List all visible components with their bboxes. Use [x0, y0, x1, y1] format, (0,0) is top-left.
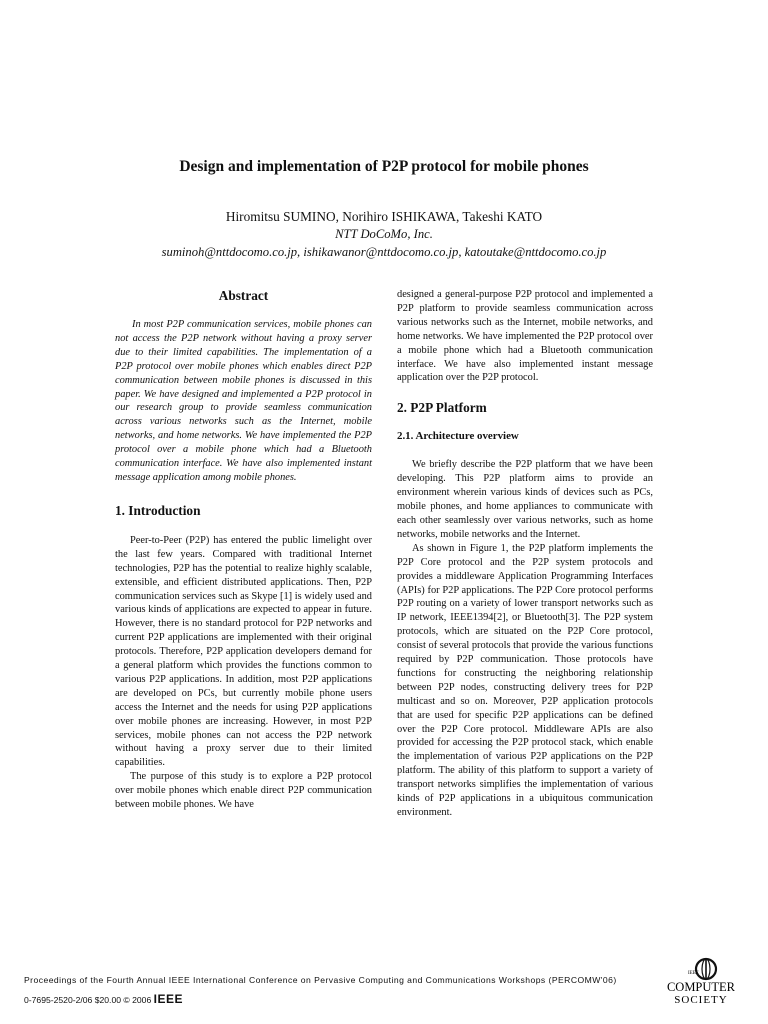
isbn-text: 0-7695-2520-2/06 $20.00 © 2006 [24, 995, 152, 1005]
introduction-paragraph-2: The purpose of this study is to explore a P2P protocol over mobile phones which enable direct P2P communication between mobile phones. We have [115, 771, 372, 811]
right-column [397, 288, 653, 820]
paper-affiliation: NTT DoCoMo, Inc. [335, 227, 433, 241]
introduction-paragraph-2-continued: designed a general-purpose P2P protocol and implemented a P2P platform to provide seamless communication across various networks such as the Internet, mobile networks, and home networks. We have implemented the P2P protocol over a mobile phone which had a Bluetooth communication interface. We have also implemented instant message application over the P2P protocol. [397, 289, 653, 384]
paper-emails: suminoh@nttdocomo.co.jp, ishikawanor@nttdocomo.co.jp, katoutake@nttdocomo.co.jp [161, 245, 607, 259]
introduction-paragraph-1: Peer-to-Peer (P2P) has entered the public limelight over the last few years. Compared with traditional Internet technologies, P2P has the potential to realize highly scalable, extensible, and efficient distributed applications. Then, P2P communication services such as Skype [1] is widely used and various kinds of applications are expected to appear in future. However, there is no standard protocol for P2P networks and current P2P applications are implemented with their original protocols. Therefore, P2P application developers demand for a general platform which provides the functions common to various P2P applications. In addition, most P2P applications are developed on PCs, but currently mobile phone users access the Internet and the needs for using P2P applications over mobile phones are increasing. However, in most P2P services, mobile phones can not access the P2P network without having a proxy server due to their limited capabilities. [115, 534, 372, 769]
subsection-2-1-heading: 2.1. Architecture overview [397, 430, 519, 443]
logo-ieee-text: IEEE [688, 971, 699, 976]
left-column [115, 288, 372, 812]
ieee-wordmark: IEEE [153, 992, 183, 1006]
introduction-heading: 1. Introduction [115, 502, 201, 518]
architecture-paragraph-1: We briefly describe the P2P platform that we have been developing. This P2P platform aims to provide an environment wherein various kinds of devices such as PCs, mobile phones, and home appliances to communicate with each other seamlessly over various networks, such as home networks, mobile networks and the Internet. [397, 459, 653, 540]
paper-title: Design and implementation of P2P protocol for mobile phones [179, 158, 589, 175]
section-2-heading: 2. P2P Platform [397, 400, 487, 416]
architecture-paragraph-2: As shown in Figure 1, the P2P platform implements the P2P Core protocol and the P2P system protocols and provides a middleware Application Programming Interfaces (APIs) for P2P applications. The P2P Core protocol performs P2P routing on a variety of lower transport networks such as IP network, IEEE1394[2], or Bluetooth[3]. The P2P system protocols, which are situated on the P2P Core protocol, consist of several protocols that provide the various functions required by P2P communication. Those protocols have functions for constructing the neighboring relationship between P2P nodes, constructing delivery trees for P2P multicast and so on. Moreover, P2P application protocols that are used for specific P2P applications can be defined over the P2P Core protocol. Middleware APIs are also provided for accessing the P2P protocol stack, which enable the implementation of various P2P applications on the P2P platform. The ability of this platform to support a variety of transport networks simplifies the implementation of various kinds of P2P applications in a ubiquitous communication environment. [397, 542, 653, 818]
logo-computer-text: COMPUTER [666, 980, 736, 994]
logo-society-text: SOCIETY [674, 994, 728, 1006]
paper-authors: Hiromitsu SUMINO, Norihiro ISHIKAWA, Takeshi KATO [225, 209, 543, 224]
isbn-footer [24, 992, 183, 1006]
abstract-text: In most P2P communication services, mobile phones can not access the P2P network without having a proxy server due to their limited capabilities. The implementation of a P2P protocol over mobile phones which enables direct P2P communication between mobile phones is discussed in this paper. We have designed and implemented a P2P protocol in our research group to provide seamless communication across various networks such as the Internet, mobile networks, and home networks. We have implemented the P2P protocol over a mobile phone which had a Bluetooth communication interface. We have also implemented instant message application among mobile phones. [115, 319, 372, 483]
abstract-heading: Abstract [218, 288, 269, 303]
proceedings-footer: Proceedings of the Fourth Annual IEEE International Conference on Pervasive Computing and Communications Workshops (PERCOMW'06) [24, 975, 617, 985]
computer-society-logo [658, 957, 744, 1007]
